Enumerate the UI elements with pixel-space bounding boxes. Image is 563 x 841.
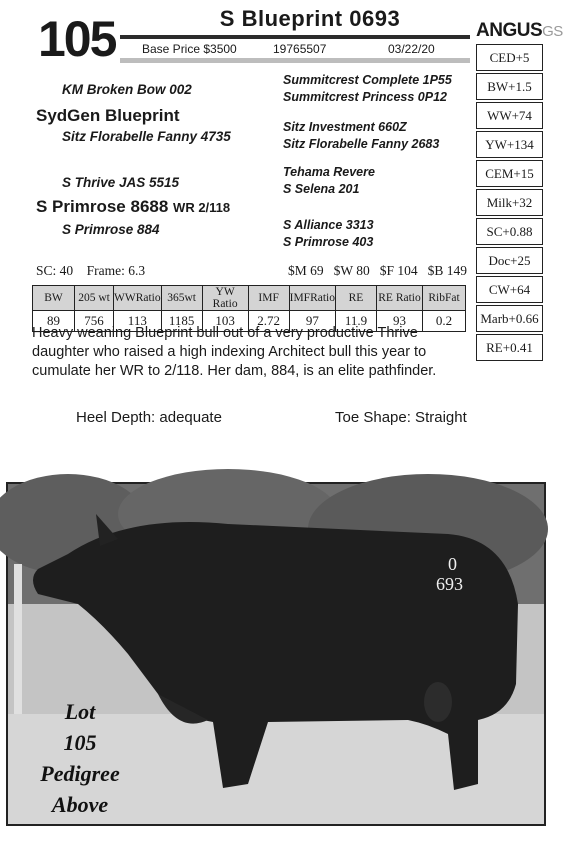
title-underline xyxy=(120,35,470,39)
pedigree-right-group-2 xyxy=(283,119,439,153)
pedigree-dam: S Primrose 8688 WR 2/118 xyxy=(36,197,231,216)
photo-caption: Lot 105 Pedigree Above xyxy=(40,699,120,817)
perf-value: 93 xyxy=(377,311,423,332)
pedigree-ancestor: S Primrose 403 xyxy=(283,235,374,249)
bull-photo xyxy=(6,482,546,826)
epd-sc: SC+0.88 xyxy=(476,218,543,245)
dollar-indexes xyxy=(288,263,467,279)
perf-header: BW xyxy=(33,286,75,311)
epd-column xyxy=(476,44,543,363)
pedigree-ancestor: Sitz Investment 660Z xyxy=(283,120,407,134)
epd-ww: WW+74 xyxy=(476,102,543,129)
perf-header: RibFat xyxy=(423,286,466,311)
scrotal-circumference: SC: 40 xyxy=(36,263,74,278)
pedigree-sire: SydGen Blueprint xyxy=(36,106,180,125)
epd-milk: Milk+32 xyxy=(476,189,543,216)
base-price: Base Price $3500 xyxy=(142,42,237,56)
epd-cem: CEM+15 xyxy=(476,160,543,187)
perf-value: 11.9 xyxy=(336,311,377,332)
registration-number: 19765507 xyxy=(273,42,327,56)
pedigree-right-group-3 xyxy=(283,164,375,198)
pedigree-dam-dam: S Primrose 884 xyxy=(62,222,160,237)
epd-doc: Doc+25 xyxy=(476,247,543,274)
pedigree-sire-sire: KM Broken Bow 002 xyxy=(62,82,192,97)
perf-header: 205 wt xyxy=(75,286,114,311)
lot-description: Heavy weaning Blueprint bull out of a very productive Thrive daughter who raised a high indexing Architect bull this year to cumulate her WR to 2/118. Her dam, 884, is an elite pathfinder. xyxy=(32,325,437,379)
pedigree-ancestor: S Alliance 3313 xyxy=(283,218,374,232)
perf-value: 1185 xyxy=(161,311,202,332)
perf-header: WWRatio xyxy=(114,286,162,311)
frame-score: Frame: 6.3 xyxy=(86,263,146,278)
performance-header-row xyxy=(33,286,466,311)
perf-value: 89 xyxy=(33,311,75,332)
animal-name: S Blueprint 0693 xyxy=(219,6,401,31)
angus-gs-logo: ANGUSGS xyxy=(476,20,563,41)
perf-value: 2.72 xyxy=(248,311,289,332)
epd-bw: BW+1.5 xyxy=(476,73,543,100)
birth-date: 03/22/20 xyxy=(388,42,435,56)
perf-value: 113 xyxy=(114,311,162,332)
perf-value: 103 xyxy=(202,311,248,332)
pedigree-ancestor: Sitz Florabelle Fanny 2683 xyxy=(283,137,440,151)
index-f: $F 104 xyxy=(379,263,418,278)
toe-shape: Toe Shape: Straight xyxy=(335,409,467,426)
pedigree-sire-dam: Sitz Florabelle Fanny 4735 xyxy=(62,129,231,144)
epd-yw: YW+134 xyxy=(476,131,543,158)
perf-value: 0.2 xyxy=(423,311,466,332)
pedigree-right-group-4 xyxy=(283,217,374,251)
sc-frame-line xyxy=(36,263,145,279)
pedigree-ancestor: Summitcrest Complete 1P55 xyxy=(283,73,452,87)
pedigree-right-group-1 xyxy=(283,72,452,106)
pedigree-dam-sire: S Thrive JAS 5515 xyxy=(62,175,180,190)
epd-re: RE+0.41 xyxy=(476,334,543,361)
perf-header: RE xyxy=(336,286,377,311)
header-bar xyxy=(120,58,470,63)
pedigree-ancestor: Tehama Revere xyxy=(283,165,375,179)
perf-header: RE Ratio xyxy=(377,286,423,311)
brand-mark: 0 693 xyxy=(436,554,463,594)
index-w: $W 80 xyxy=(333,263,370,278)
perf-header: YW Ratio xyxy=(202,286,248,311)
perf-value: 756 xyxy=(75,311,114,332)
index-m: $M 69 xyxy=(288,263,324,278)
dam-wr: WR 2/118 xyxy=(173,200,231,215)
pedigree-ancestor: Summitcrest Princess 0P12 xyxy=(283,90,447,104)
pedigree-ancestor: S Selena 201 xyxy=(283,182,360,196)
perf-header: IMFRatio xyxy=(289,286,335,311)
lot-number: 105 xyxy=(38,11,116,67)
perf-value: 97 xyxy=(289,311,335,332)
perf-header: IMF xyxy=(248,286,289,311)
epd-marb: Marb+0.66 xyxy=(476,305,543,332)
heel-depth: Heel Depth: adequate xyxy=(76,409,222,426)
index-b: $B 149 xyxy=(427,263,468,278)
perf-header: 365wt xyxy=(161,286,202,311)
epd-ced: CED+5 xyxy=(476,44,543,71)
epd-cw: CW+64 xyxy=(476,276,543,303)
